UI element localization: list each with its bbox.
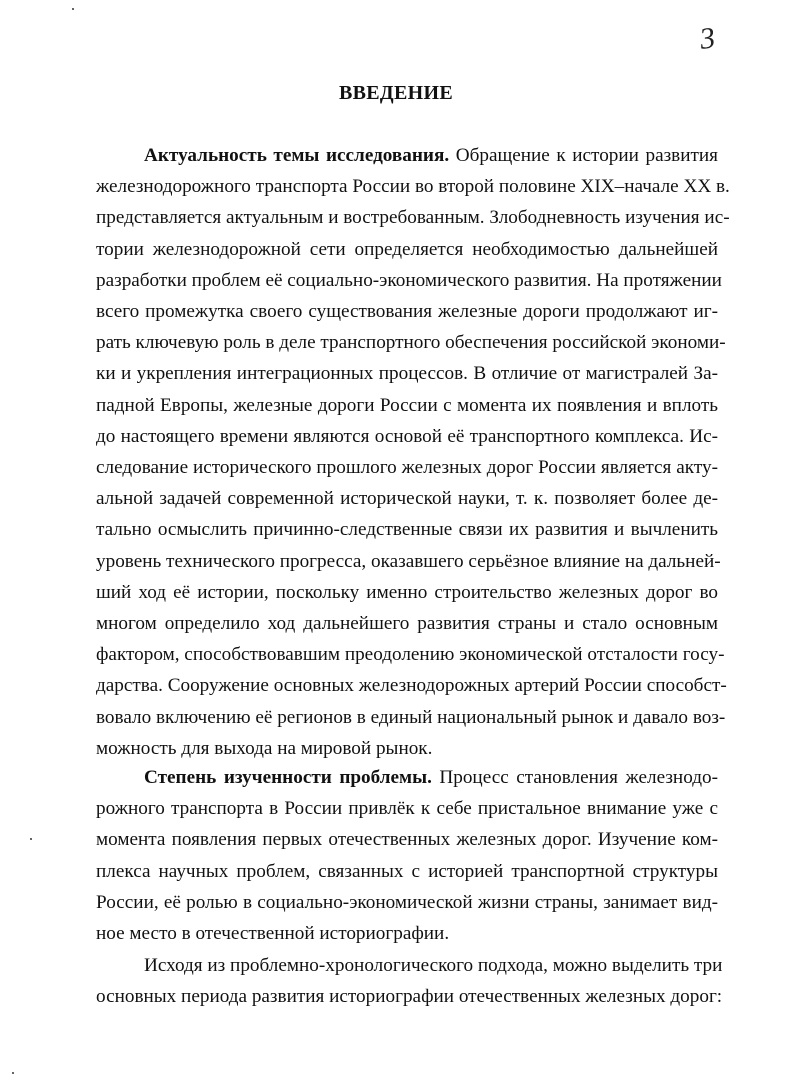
paragraph-line: многом определило ход дальнейшего развития страны и стало основным [96,613,718,635]
paragraph-line: России, её ролью в социально-экономической жизни страны, занимает вид- [96,891,718,913]
paragraph-line: падной Европы, железные дороги России с момента их появления и вплоть [96,394,718,416]
paragraph-historiography [96,950,723,1012]
paragraph-line: альной задачей современной исторической науки, т. к. позволяет более де- [96,488,718,510]
paragraph-line: основных периода развития историографии отечественных железных дорог: [96,986,723,1008]
paragraph-line: разработки проблем её социально-экономического развития. На протяжении [96,269,722,291]
paragraph-line: рожного транспорта в России привлёк к себе пристальное внимание уже с [96,798,718,820]
paragraph-line: всего промежутка своего существования железные дороги продолжают иг- [96,301,718,323]
paragraph-line: Актуальность темы исследования. Обращение к истории развития [144,145,718,166]
paragraph-line: момента появления первых отечественных железных дорог. Изучение ком- [96,829,718,851]
paragraph-line: представляется актуальным и востребованным. Злободневность изучения ис- [96,207,730,229]
paragraph-line: Исходя из проблемно-хронологического подхода, можно выделить три [144,955,723,976]
paragraph-line: уровень технического прогресса, оказавшего серьёзное влияние на дальней- [96,550,721,572]
paragraph-study-degree [96,762,718,949]
paragraph-line: до настоящего времени являются основой её транспортного комплекса. Ис- [96,425,718,447]
paragraph-line: тально осмыслить причинно-следственные связи их развития и вычленить [96,519,718,541]
paragraph-line: тории железнодорожной сети определяется необходимостью дальнейшей [96,238,718,260]
paragraph-line: ки и укрепления интеграционных процессов. В отличие от магистралей За- [96,363,718,385]
scan-speck [30,838,32,840]
paragraph-line: железнодорожного транспорта России во второй половине XIX–начале XX в. [96,176,730,198]
scan-speck [72,8,74,10]
paragraph-line: дарства. Сооружение основных железнодорожных артерий России способст- [96,675,727,697]
paragraph-relevance [96,140,730,764]
paragraph-line: ное место в отечественной историографии. [96,923,450,945]
paragraph-line: ший ход её истории, поскольку именно строительство железных дорог во [96,581,718,603]
paragraph-line: плекса научных проблем, связанных с историей транспортной структуры [96,860,718,882]
paragraph-line: можность для выхода на мировой рынок. [96,737,433,759]
paragraph-line: фактором, способствовавшим преодолению экономической отсталости госу- [96,644,725,666]
paragraph-lead: Степень изученности проблемы. [144,767,432,788]
section-heading: ВВЕДЕНИЕ [339,82,453,104]
paragraph-line: вовало включению её регионов в единый национальный рынок и давало воз- [96,706,726,728]
scan-speck [12,1072,14,1074]
handwritten-page-number: 3 [697,21,718,56]
paragraph-line: Степень изученности проблемы. Процесс становления железнодо- [144,767,718,788]
paragraph-line: рать ключевую роль в деле транспортного обеспечения российской экономи- [96,332,726,354]
paragraph-lead: Актуальность темы исследования. [144,145,450,166]
paragraph-line: следование исторического прошлого железных дорог России является акту- [96,457,718,479]
